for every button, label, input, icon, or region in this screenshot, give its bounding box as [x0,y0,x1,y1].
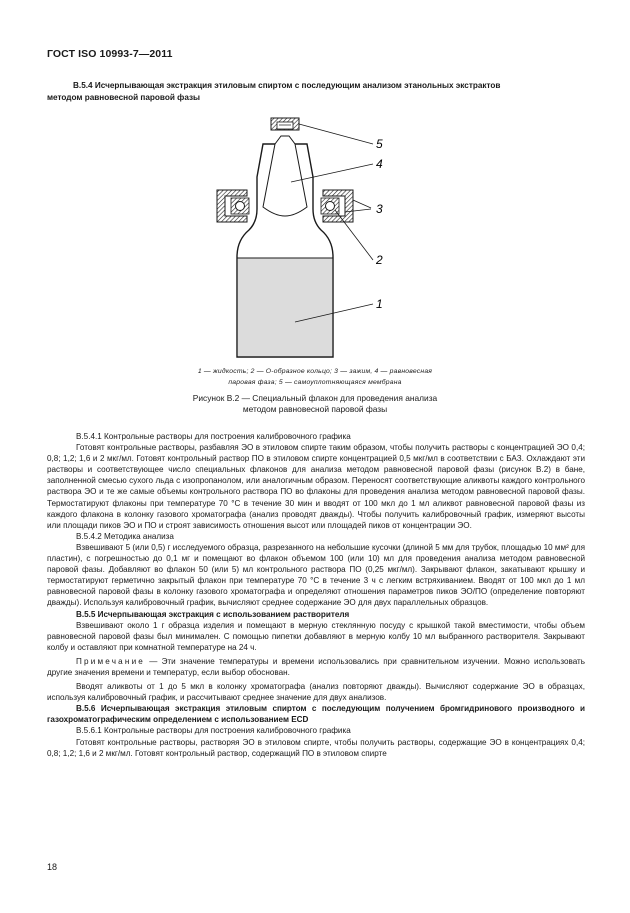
subsection-5-4-2: В.5.4.2 Методика анализа [76,531,174,541]
leader-5 [299,124,373,144]
body-text [47,431,585,759]
subsection-5-4-1: В.5.4.1 Контрольные растворы для построения калибровочного графика [76,432,351,441]
leader-4 [291,164,373,182]
paragraph-method: Взвешивают 5 (или 0,5) г исследуемого образца, разрезанного на небольшие кусочки (длиной 5 мм для трубок, площадью 10 мм² для пластин), с погрешностью до 0,1 мг и помещают во флакон объемом 100 (или 10) мл для проведения анализа методом равновесной паровой фазы. Добавляют во флакон 50 (или 5) мл контрольного раствора ПО (0,25 мкг/мл). Закрывают флакон, закатывают крышку и термостатируют герметично закрытый флакон при температуре 70 °С в течение 3 ч с легким встряхиванием. Вводят от 100 мкл до 1 мл равновесной паровой фазы в колонку газового хроматографа и определяют отношения параметров пиков ЭО/ПО (определение повторяют дважды). Используя калибровочный график, вычисляют среднее содержание ЭО для двух параллельных образцов. [47,542,585,608]
fig-label-1: 1 [376,297,383,311]
section-5-6-title: В.5.6 Исчерпывающая экстракция этиловым спиртом с последующим получением бромгидринового производного и газохроматографическим определением с использованием ECD [47,704,585,725]
section-5-5-title: В.5.5 Исчерпывающая экстракция с использованием растворителя [76,609,350,619]
figure-legend-line2: паровая фаза; 5 — самоуплотняющаяся мембрана [228,378,402,386]
figure-caption [150,393,480,415]
figure-caption-line2: методом равновесной паровой фазы [242,404,388,414]
inner-funnel [263,136,307,216]
membrane-inner [277,122,293,129]
leader-3a [353,200,371,208]
section-title [47,80,587,103]
fig-label-3: 3 [376,202,383,216]
document-header: ГОСТ ISO 10993-7—2011 [47,48,173,60]
page-number: 18 [47,862,58,872]
fig-label-2: 2 [376,253,383,267]
note-paragraph [47,656,585,678]
note-label: Примечание [76,656,146,666]
headspace-vial-figure [195,112,415,362]
figure-caption-line1: Рисунок В.2 — Специальный флакон для проведения анализа [192,393,438,403]
fig-label-4: 4 [376,157,383,171]
paragraph-calibration: Готовят контрольные растворы, разбавляя ЭО в этиловом спирте таким образом, чтобы получить растворы с концентрацией ЭО 0,4; 0,8; 1,2; 1,6 и 2 мкг/мл. Готовят контрольный раствор ПО в этиловом спирте концентрацией 0,5 мкг/мл в соответствии с БАЗ. Охлаждают эти растворы и соответствующее число специальных флаконов для анализа методом равновесной паровой фазы (рисунок В.2) в бане, заполненной смесью сухого льда с изопропанолом, или аналогичным образом. Переносят соответствующие аликвоты каждого контрольного раствора ЭО и те же самые объемы контрольного раствора ПО во флаконы для проведения анализа методом равновесной паровой фазы. Термостатируют флаконы при температуре 70 °С в течение 30 мин и вводят от 100 мкл до 1 мл аликвот равновесной паровой фазы из каждого флакона в колонку газового хроматографа (анализ проводят дважды). Чтобы получить калибровочный график, измеряют высоты или площади пиков ЭО и ПО и строят зависимость отношения высот или площадей пиков от концентрации ЭО. [47,443,585,530]
figure-legend-line1: 1 — жидкость; 2 — O-образное кольцо; 3 — зажим, 4 — равновесная [197,368,433,375]
leader-2 [335,210,373,260]
section-title-line1: В.5.4 Исчерпывающая экстракция этиловым спиртом с последующим анализом этанольных экстрактов [73,81,501,90]
subsection-5-6-1: В.5.6.1 Контрольные растворы для построения калибровочного графика [76,726,351,736]
paragraph-aliquots: Вводят аликвоты от 1 до 5 мкл в колонку хроматографа (анализ повторяют дважды). Вычисляют содержание ЭО в образцах, используя калибровочный график, и рассчитывают среднее значение для двух анализов. [47,682,585,703]
figure-legend [140,367,490,388]
fig-label-5: 5 [376,137,383,151]
section-title-line2: методом равновесной паровой фазы [47,92,201,102]
paragraph-control-solutions: Готовят контрольные растворы, растворяя ЭО в этиловом спирте, чтобы получить растворы, содержащие ЭО в концентрациях 0,4; 0,8; 1,2; 1,6 и 2 мкг/мл. Готовят контрольный раствор, содержащий ПО в этиловом спирте [47,737,585,758]
o-ring-left [236,202,245,211]
paragraph-solvent: Взвешивают около 1 г образца изделия и помещают в мерную стеклянную посуду с крышкой такой вместимости, чтобы объем равновесной паровой фазы был минимален. С помощью пипетки добавляют в мерную колбу 10 мл выбранного растворителя. Закрывают колбу и оставляют при комнатной температуре на 24 ч. [47,620,585,652]
note-text: — Эти значение температуры и времени использовались при сравнительном изучении. Можно использовать другие значения времени и температур, если выбор обоснован. [47,656,585,677]
liquid-fill [238,258,332,356]
o-ring-right [326,202,335,211]
